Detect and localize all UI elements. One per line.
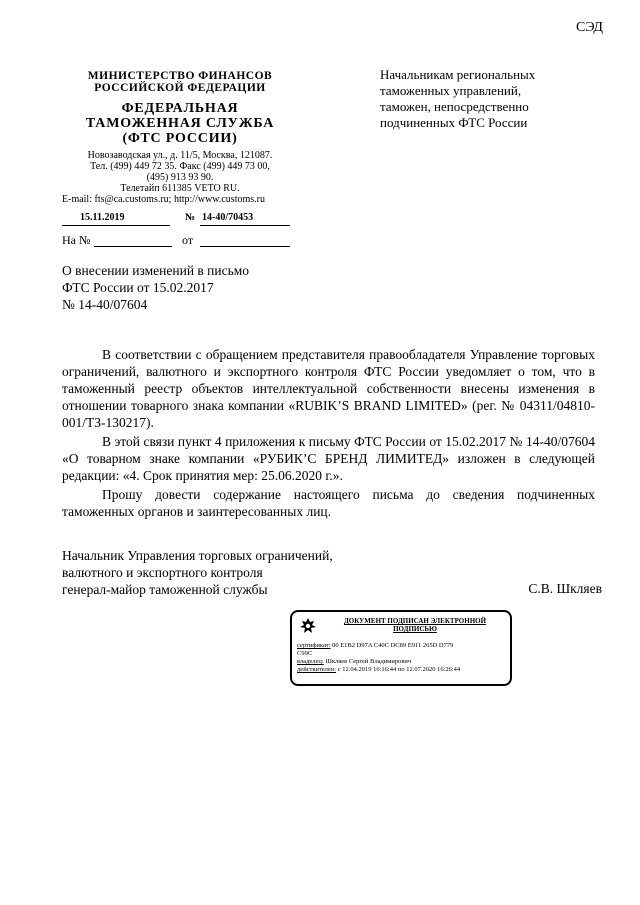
ministry-line: МИНИСТЕРСТВО ФИНАНСОВ xyxy=(87,70,273,82)
position-line: валютного и экспортного контроля xyxy=(62,565,263,580)
address-line: Тел. (499) 449 72 35. Факс (499) 449 73 00, xyxy=(90,161,270,172)
sed-mark: СЭД xyxy=(576,20,603,35)
registration-number: 14-40/70453 xyxy=(202,212,254,223)
certificate-value-cont: C99C xyxy=(297,650,313,657)
letter-body xyxy=(62,346,595,522)
ministry-line: РОССИЙСКОЙ ФЕДЕРАЦИИ xyxy=(94,82,266,94)
stamp-title xyxy=(320,617,510,633)
subject-line: О внесении изменений в письмо xyxy=(62,263,250,278)
stamp-title-line: ПОДПИСЬЮ xyxy=(393,625,437,633)
sender-address xyxy=(62,150,298,205)
registration-row xyxy=(62,212,292,228)
addressee-line: таможенных управлений, xyxy=(380,83,522,98)
registration-number-sign: № xyxy=(185,212,196,223)
valid-value: с 12.04.2019 16:16:44 по 12.07.2020 16:26:44 xyxy=(337,666,461,673)
owner-value: Шкляев Сергей Владимирович xyxy=(325,658,412,665)
addressee-block xyxy=(380,67,600,131)
address-line: Новозаводская ул., д. 11/5, Москва, 121087. xyxy=(87,150,273,161)
address-line: E-mail: fts@ca.customs.ru; http://www.customs.ru xyxy=(62,194,265,205)
reference-date-label: от xyxy=(182,233,194,247)
position-line: Начальник Управления торговых ограничений, xyxy=(62,548,333,563)
stamp-details xyxy=(297,642,509,674)
letter-subject xyxy=(62,262,249,313)
body-paragraph: Прошу довести содержание настоящего письма до сведения подчиненных таможенных органов и заинтересованных лиц. xyxy=(62,487,595,519)
address-line: Телетайп 611385 VETO RU. xyxy=(120,183,240,194)
certificate-value: 00 E1B2 D97A C40C DC89 E911 265D D779 xyxy=(332,642,454,649)
service-line: (ФТС РОССИИ) xyxy=(122,131,238,146)
address-line: (495) 913 93 90. xyxy=(146,172,214,183)
valid-label: действителен: xyxy=(297,666,337,673)
signatory-position xyxy=(62,547,333,598)
signatory-name: С.В. Шкляев xyxy=(528,581,602,596)
addressee-line: подчиненных ФТС России xyxy=(380,115,528,130)
registration-date: 15.11.2019 xyxy=(80,212,125,223)
service-name xyxy=(62,101,298,146)
body-paragraph: В этой связи пункт 4 приложения к письму ФТС России от 15.02.2017 № 14-40/07604 «О товарном знаке компании «РУБИК’С БРЕНД ЛИМИТЕД» изложен в следующей редакции: «4. Срок принятия мер: 25.06.2020 г.». xyxy=(62,434,595,483)
service-line: ТАМОЖЕННАЯ СЛУЖБА xyxy=(85,116,275,131)
owner-label: владелец: xyxy=(297,658,324,665)
position-line: генерал-майор таможенной службы xyxy=(62,582,268,597)
addressee-line: Начальникам региональных xyxy=(380,67,536,82)
service-line: ФЕДЕРАЛЬНАЯ xyxy=(121,101,239,116)
reference-number-label: На № xyxy=(62,233,91,247)
emblem-icon xyxy=(298,616,318,636)
electronic-signature-stamp xyxy=(290,610,512,686)
stamp-title-line: ДОКУМЕНТ ПОДПИСАН ЭЛЕКТРОННОЙ xyxy=(343,617,487,625)
certificate-label: сертификат: xyxy=(297,642,331,649)
reference-row xyxy=(62,233,302,249)
subject-line: ФТС России от 15.02.2017 xyxy=(62,280,214,295)
subject-line: № 14-40/07604 xyxy=(62,297,148,312)
addressee-line: таможен, непосредственно xyxy=(380,99,529,114)
ministry-name xyxy=(62,70,298,94)
body-paragraph: В соответствии с обращением представителя правообладателя Управление торговых ограничений, валютного и экспортного контроля ФТС России уведомляет о том, что в таможенный реестр объектов интеллектуальной собственности внесены изменения в отношении товарного знака компании «RUBIK’S BRAND LIMITED» (рег. № 04311/04810-001/ТЗ-130217). xyxy=(62,347,595,430)
